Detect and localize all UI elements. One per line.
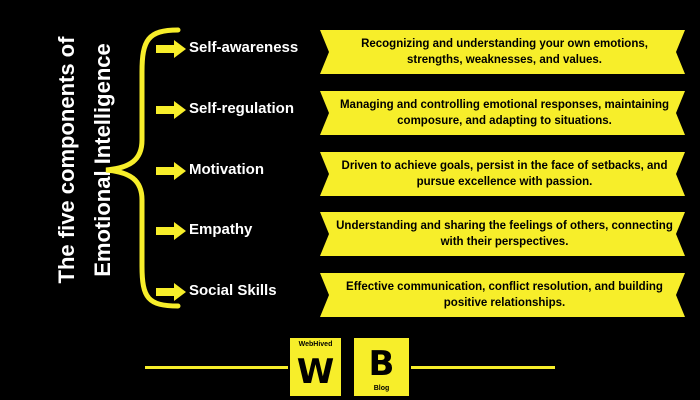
- component-row: [0, 30, 700, 74]
- component-description: Understanding and sharing the feelings of others, connecting with their perspectives.: [336, 220, 673, 248]
- logo-divider-left: [145, 366, 288, 369]
- component-label: Self-regulation: [189, 100, 295, 117]
- title-line-2: Emotional Intelligence: [90, 43, 115, 277]
- component-description: Managing and controlling emotional responses, maintaining composure, and adapting to situations.: [339, 99, 670, 127]
- logo-webhived: [288, 336, 343, 398]
- title-line-1: The five components of: [54, 36, 79, 284]
- arrow-right-icon: [156, 283, 188, 301]
- description-banner: [320, 152, 685, 196]
- arrow-right-icon: [156, 40, 188, 58]
- component-description: Recognizing and understanding your own emotions, strengths, weaknesses, and values.: [361, 38, 648, 66]
- component-description: Effective communication, conflict resolution, and building positive relationships.: [346, 281, 663, 309]
- component-label: Social Skills: [189, 282, 277, 299]
- component-label: Self-awareness: [189, 39, 299, 56]
- logo-blog: [352, 336, 411, 398]
- arrow-right-icon: [156, 101, 188, 119]
- component-label: Empathy: [189, 221, 253, 238]
- description-banner: [320, 30, 685, 74]
- component-row: [0, 91, 700, 135]
- logo-divider-right: [411, 366, 555, 369]
- arrow-right-icon: [156, 222, 188, 240]
- arrow-right-icon: [156, 162, 188, 180]
- description-banner: [320, 91, 685, 135]
- description-banner: [320, 273, 685, 317]
- component-row: [0, 212, 700, 256]
- description-banner: [320, 212, 685, 256]
- logo-b-letter: B: [368, 344, 395, 384]
- logo-w-letter: W: [296, 352, 335, 392]
- logo-b-caption: Blog: [373, 385, 390, 392]
- component-row: [0, 273, 700, 317]
- component-description: Driven to achieve goals, persist in the face of setbacks, and pursue excellence with passion.: [341, 160, 668, 188]
- logo-w-caption: WebHived: [298, 341, 333, 348]
- component-row: [0, 152, 700, 196]
- component-label: Motivation: [189, 161, 264, 178]
